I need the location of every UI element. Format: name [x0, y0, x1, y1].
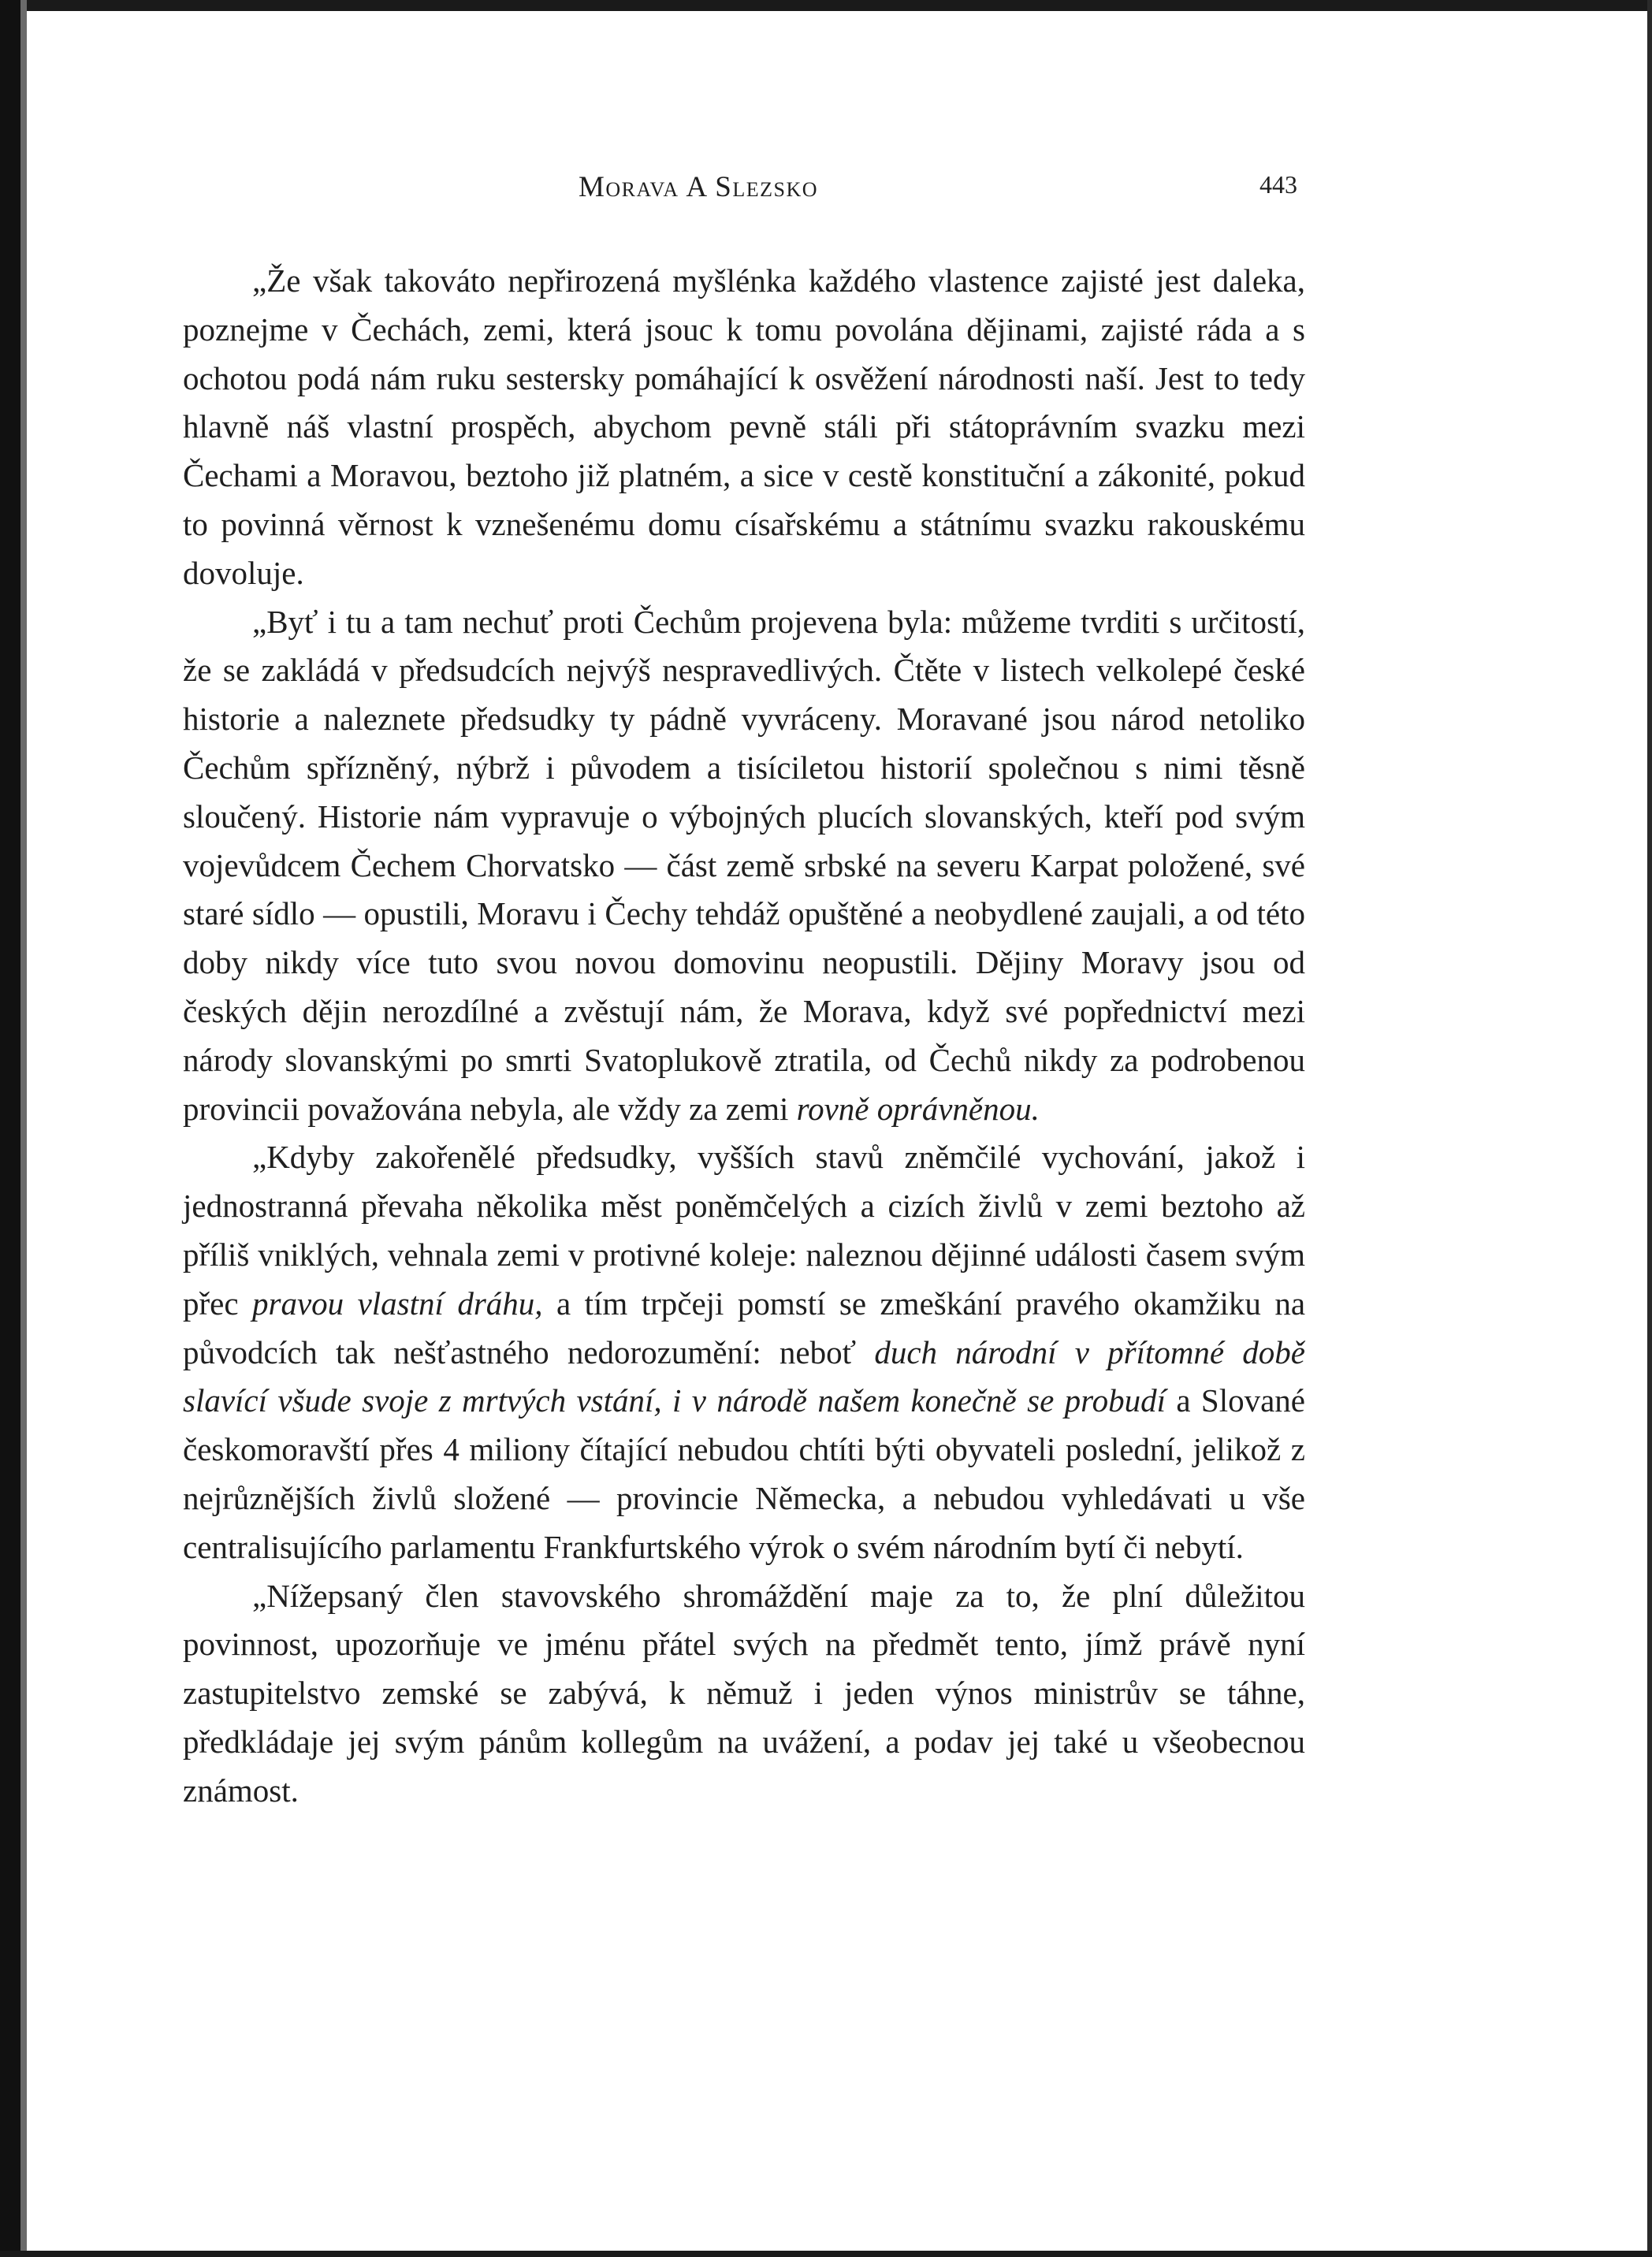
scan-border-left — [0, 0, 20, 2257]
scan-border-left-shadow — [20, 0, 27, 2257]
paragraph-3-italic-1: pravou vlastní dráhu, — [252, 1285, 543, 1322]
running-title: Morava A Slezsko — [579, 171, 819, 203]
paragraph-2-italic: rovně oprávněnou. — [796, 1090, 1040, 1127]
paragraph-3-text-b: a tím trpčeji pomstí se zmeškání pravého okamžiku na původcích tak nešťastného nedorozumění: neboť — [183, 1285, 1306, 1370]
paragraph-3-text-a: „Kdyby zakořenělé předsudky, vyšších stavů zněmčilé vychování, jakož i jednostranná převaha několika měst poněmčelých a cizích živlů v zemi beztoho až příliš vniklých, vehnala zemi v protivné koleje: naleznou dějinné události časem svým přec — [183, 1139, 1305, 1322]
paragraph-3-text-c: a Slované českomoravští přes 4 miliony čítající nebudou chtíti býti obyvateli poslední, jelikož z nejrůznějších živlů složené — provincie Německa, a nebudou vyhledávati u vše centralisujícího parlamentu Frankfurtského výrok o svém národním bytí či nebytí. — [183, 1382, 1305, 1565]
paragraph-2 — [183, 598, 1305, 1134]
paragraph-3-italic-2: duch národní v přítomné době slavící všude svoje z mrtvých vstání, i v národě našem konečně se probudí — [183, 1333, 1305, 1419]
scan-border-bottom — [0, 2251, 1652, 2257]
paragraph-3 — [183, 1133, 1305, 1571]
paragraph-1: „Že však takováto nepřirozená myšlénka každého vlastence zajisté jest daleka, poznejme v Čechách, zemi, která jsouc k tomu povolána dějinami, zajisté ráda a s ochotou podá nám ruku sestersky pomáhající k osvěžení národnosti naší. Jest to tedy hlavně náš vlastní prospěch, abychom pevně stáli při státoprávním svazku mezi Čechami a Moravou, beztoho již platném, a sice v cestě konstituční a zákonité, pokud to povinná věrnost k vznešenému domu císařskému a státnímu svazku rakouskému dovoluje. — [183, 262, 1305, 591]
paragraph-4: „Nížepsaný člen stavovského shromáždění maje za to, že plní důležitou povinnost, upozorňuje ve jménu přátel svých na předmět tento, jímž právě nyní zastupitelstvo zemské se zabývá, k němuž i jeden výnos ministrův se táhne, předkládaje jej svým pánům kollegům na uvážení, a podav jej také u všeobecnou známost. — [183, 1577, 1305, 1809]
scan-border-right — [1647, 0, 1652, 2257]
body-text — [183, 257, 1305, 1816]
paragraph-2-text: „Byť i tu a tam nechuť proti Čechům projevena byla: můžeme tvrditi s určitostí, že se zakládá v předsudcích nejvýš nespravedlivých. Čtěte v listech velkolepé české historie a naleznete předsudky ty pádně vyvráceny. Moravané jsou národ netoliko Čechům spřízněný, nýbrž i původem a tisíciletou historií společnou s nimi těsně sloučený. Historie nám vypravuje o výbojných plucích slovanských, kteří pod svým vojevůdcem Čechem Chorvatsko — část země srbské na severu Karpat položené, své staré sídlo — opustili, Moravu i Čechy tehdáž opuštěné a neobydlené zaujali, a od této doby nikdy více tuto svou novou domovinu neopustili. Dějiny Moravy jsou od českých dějin nerozdílné a zvěstují nám, že Morava, když své popřednictví mezi národy slovanskými po smrti Svatoplukově ztratila, od Čechů nikdy za podrobenou provincii považována nebyla, ale vždy za zemi — [183, 603, 1305, 1127]
page-number: 443 — [1259, 170, 1297, 199]
scan-border-top — [0, 0, 1652, 11]
